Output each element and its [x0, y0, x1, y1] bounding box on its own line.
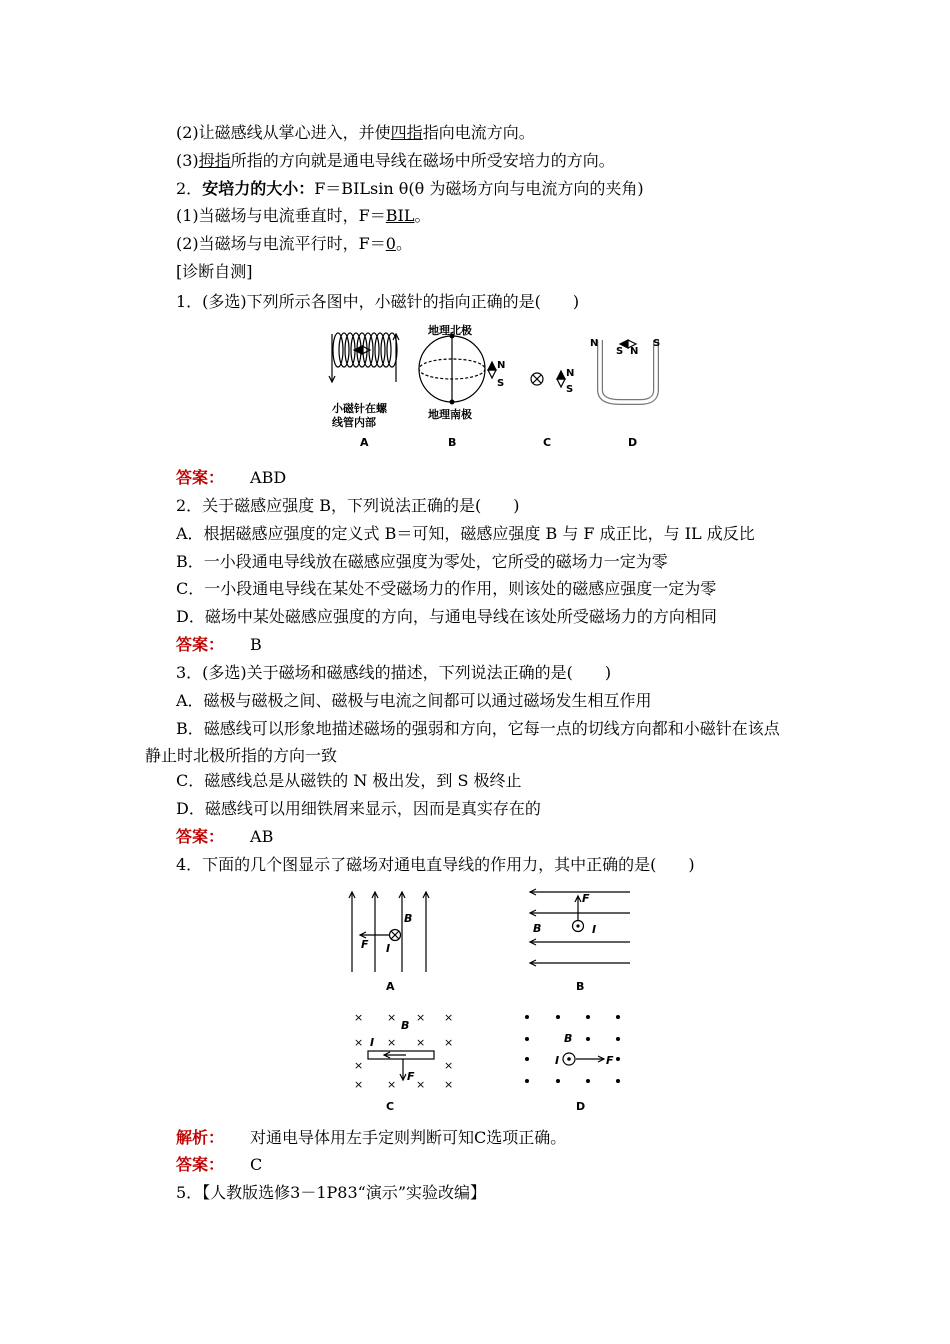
svg-text:I: I — [555, 1054, 560, 1067]
svg-text:×: × — [444, 1059, 454, 1072]
label-d: D — [576, 1100, 586, 1113]
label-c: C — [543, 436, 552, 449]
question-4: 4．下面的几个图显示了磁场对通电直导线的作用力，其中正确的是( ) — [176, 855, 695, 874]
svg-text:I: I — [386, 942, 391, 955]
svg-text:×: × — [444, 1011, 454, 1024]
svg-text:F: F — [582, 892, 590, 905]
svg-text:×: × — [387, 1011, 397, 1024]
svg-text:F: F — [606, 1054, 614, 1067]
svg-text:B: B — [401, 1019, 410, 1032]
answer-1: 答案： ABD — [176, 468, 287, 487]
option-d: D．磁感线可以用细铁屑来显示，因而是真实存在的 — [176, 799, 541, 818]
label-north-pole: 地理北极 — [428, 324, 472, 337]
text-line: 2．安培力的大小：F＝BILsin θ(θ 为磁场方向与电流方向的夹角) — [176, 179, 644, 198]
text-line: (2)让磁感线从掌心进入，并使四指指向电流方向。 — [176, 123, 535, 142]
svg-text:B: B — [404, 912, 413, 925]
option-d: D．磁场中某处磁感应强度的方向，与通电导线在该处所受磁场力的方向相同 — [176, 607, 717, 626]
text-line: (1)当磁场与电流垂直时，F＝BIL。 — [176, 206, 431, 225]
svg-text:S: S — [497, 378, 505, 389]
svg-text:N: N — [630, 346, 639, 357]
svg-text:×: × — [444, 1036, 454, 1049]
text-line: (3)拇指所指的方向就是通电导线在磁场中所受安培力的方向。 — [176, 151, 615, 170]
svg-text:B: B — [564, 1032, 573, 1045]
svg-text:I: I — [592, 923, 597, 936]
label-south-pole: 地理南极 — [428, 408, 472, 421]
question-1: 1．(多选)下列所示各图中，小磁针的指向正确的是( ) — [176, 292, 580, 311]
svg-text:×: × — [444, 1078, 454, 1091]
svg-text:×: × — [416, 1011, 426, 1024]
svg-text:×: × — [354, 1059, 364, 1072]
option-b: B．一小段通电导线放在磁感应强度为零处，它所受的磁场力一定为零 — [176, 552, 668, 571]
svg-text:N: N — [497, 360, 506, 371]
label-a: A — [386, 980, 395, 993]
option-c: C．一小段通电导线在某处不受磁场力的作用，则该处的磁感应强度一定为零 — [176, 579, 717, 598]
text-line: (2)当磁场与电流平行时，F＝0。 — [176, 234, 412, 253]
svg-text:S: S — [566, 384, 574, 395]
label-a: A — [360, 436, 369, 449]
option-a: A．磁极与磁极之间、磁极与电流之间都可以通过磁场发生相互作用 — [176, 691, 652, 710]
question-5: 5．【人教版选修3－1P83“演示”实验改编】 — [176, 1183, 487, 1202]
answer-3: 答案： AB — [176, 827, 274, 846]
svg-text:N: N — [566, 368, 575, 379]
figure-ampere-force — [340, 884, 640, 1116]
svg-text:×: × — [387, 1036, 397, 1049]
svg-text:S: S — [616, 346, 624, 357]
figure-compass — [320, 322, 680, 452]
label-b: B — [576, 980, 585, 993]
svg-text:×: × — [354, 1036, 364, 1049]
caption-a-line1: 小磁针在螺 — [332, 402, 387, 415]
svg-text:F: F — [407, 1070, 415, 1083]
question-2: 2．关于磁感应强度 B，下列说法正确的是( ) — [176, 496, 520, 515]
svg-text:×: × — [416, 1078, 426, 1091]
svg-text:×: × — [387, 1078, 397, 1091]
section-heading: [诊断自测] — [176, 262, 253, 281]
svg-text:×: × — [354, 1011, 364, 1024]
svg-text:S: S — [653, 338, 661, 349]
answer-4: 答案： C — [176, 1155, 263, 1174]
caption-a-line2: 线管内部 — [332, 416, 376, 429]
answer-2: 答案： B — [176, 635, 262, 654]
label-b: B — [448, 436, 457, 449]
svg-text:I: I — [370, 1036, 375, 1049]
svg-text:×: × — [354, 1078, 364, 1091]
explanation-4: 解析： 对通电导体用左手定则判断可知C选项正确。 — [176, 1128, 567, 1147]
svg-text:F: F — [361, 938, 369, 951]
option-b-continued: 静止时北极所指的方向一致 — [145, 746, 338, 765]
label-c: C — [386, 1100, 395, 1113]
option-c: C．磁感线总是从磁铁的 N 极出发，到 S 极终止 — [176, 771, 522, 790]
svg-text:×: × — [416, 1036, 426, 1049]
label-d: D — [628, 436, 638, 449]
question-3: 3．(多选)关于磁场和磁感线的描述，下列说法正确的是( ) — [176, 663, 612, 682]
option-b: B．磁感线可以形象地描述磁场的强弱和方向，它每一点的切线方向都和小磁针在该点 — [176, 719, 780, 738]
svg-text:B: B — [533, 922, 542, 935]
option-a: A．根据磁感应强度的定义式 B＝可知，磁感应强度 B 与 F 成正比，与 IL 成反比 — [176, 524, 755, 543]
svg-text:N: N — [590, 338, 599, 349]
